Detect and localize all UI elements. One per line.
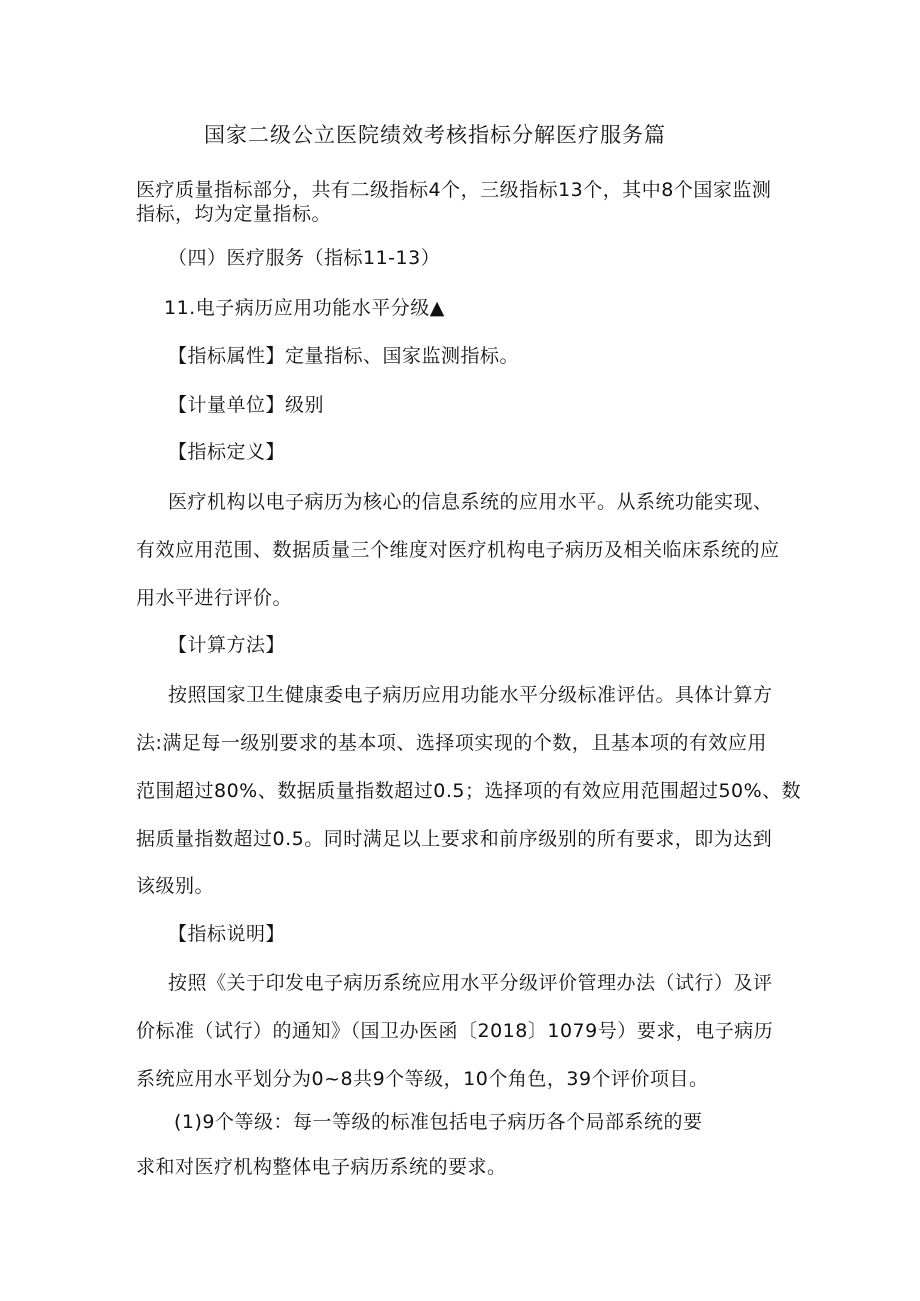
levels-line-1: (1)9个等级：每一等级的标准包括电子病历各个局部系统的要 — [174, 1111, 703, 1133]
section-heading: （四）医疗服务（指标11-13） — [168, 247, 441, 269]
definition-line-2: 有效应用范围、数据质量三个维度对医疗机构电子病历及相关临床系统的应 — [136, 539, 780, 561]
note-line-2: 价标准（试行）的通知》（国卫办医函〔2018〕1079号）要求，电子病历 — [136, 1020, 774, 1042]
indicator-attribute: 【指标属性】定量指标、国家监测指标。 — [168, 345, 520, 367]
intro-line-2: 指标，均为定量指标。 — [136, 203, 332, 225]
note-line-1: 按照《关于印发电子病历系统应用水平分级评价管理办法（试行）及评 — [168, 972, 773, 994]
method-line-4: 据质量指数超过0.5。同时满足以上要求和前序级别的所有要求，即为达到 — [136, 828, 773, 850]
measurement-unit: 【计量单位】级别 — [168, 394, 325, 416]
definition-line-1: 医疗机构以电子病历为核心的信息系统的应用水平。从系统功能实现、 — [168, 491, 773, 513]
method-line-3: 范围超过80%、数据质量指数超过0.5；选择项的有效应用范围超过50%、数 — [136, 780, 802, 802]
definition-line-3: 用水平进行评价。 — [136, 587, 293, 609]
document-title: 国家二级公立医院绩效考核指标分解医疗服务篇 — [204, 123, 666, 147]
levels-line-2: 求和对医疗机构整体电子病历系统的要求。 — [136, 1156, 507, 1178]
method-line-5: 该级别。 — [136, 875, 215, 897]
note-label: 【指标说明】 — [168, 923, 286, 945]
item-title: 11.电子病历应用功能水平分级▲ — [164, 297, 445, 319]
note-line-3: 系统应用水平划分为0~8共9个等级，10个角色，39个评价项目。 — [136, 1068, 709, 1090]
definition-label: 【指标定义】 — [168, 441, 286, 463]
method-line-2: 法:满足每一级别要求的基本项、选择项实现的个数，且基本项的有效应用 — [136, 732, 767, 754]
intro-line-1: 医疗质量指标部分，共有二级指标4个，三级指标13个，其中8个国家监测 — [136, 179, 772, 201]
method-label: 【计算方法】 — [168, 634, 286, 656]
method-line-1: 按照国家卫生健康委电子病历应用功能水平分级标准评估。具体计算方 — [168, 684, 773, 706]
